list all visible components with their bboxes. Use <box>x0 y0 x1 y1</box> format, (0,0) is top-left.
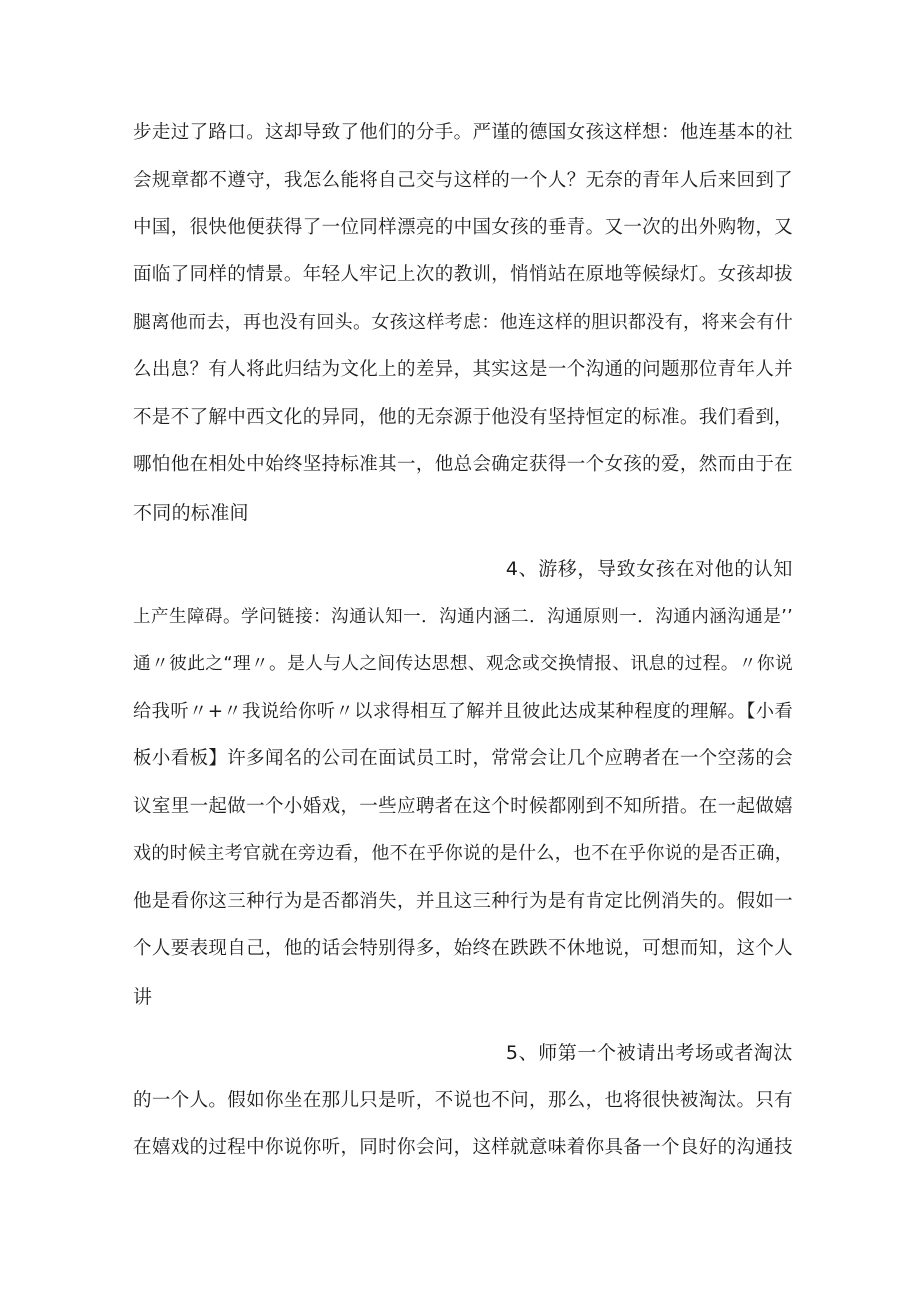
paragraph-line: 会规章都不遵守，我怎么能将自己交与这样的一个人？无奈的青年人后来回到了 <box>133 170 793 191</box>
paragraph-line: 步走过了路口。这却导致了他们的分手。严谨的德国女孩这样想：他连基本的社 <box>133 122 793 143</box>
paragraph-line: 通〃彼此之“理〃。是人与人之间传达思想、观念或交换情报、讯息的过程。〃你说 <box>133 654 793 674</box>
paragraph-line: 不是不了解中西文化的异同，他的无奈源于他没有坚持恒定的标准。我们看到， <box>133 407 793 428</box>
paragraph-line: 戏的时候主考官就在旁边看，他不在乎你说的是什么，也不在乎你说的是否正确， <box>133 843 793 864</box>
paragraph-line: 在嬉戏的过程中你说你听，同时你会问，这样就意味着你具备一个良好的沟通技 <box>133 1137 793 1158</box>
paragraph-line: 的一个人。假如你坐在那儿只是听，不说也不问，那么，也将很快被淘汰。只有 <box>133 1090 793 1111</box>
paragraph-line: 腿离他而去，再也没有回头。女孩这样考虑：他连这样的胆识都没有，将来会有什 <box>133 312 793 333</box>
paragraph-line: 上产生障碍。学问链接：沟通认知一．沟通内涵二．沟通原则一．沟通内涵沟通是’’ <box>133 607 793 627</box>
paragraph-line: 讲 <box>133 986 153 1008</box>
paragraph-line: 板小看板】许多闻名的公司在面试员工时，常常会让几个应聘者在一个空荡的会 <box>133 748 793 769</box>
section-5-heading: 5、师第一个被请出考场或者淘汰 <box>505 1042 793 1064</box>
paragraph-line: 不同的标准间 <box>133 502 249 524</box>
paragraph-line: 他是看你这三种行为是否都消失，并且这三种行为是有肯定比例消失的。假如一 <box>133 891 793 912</box>
paragraph-line: 哪怕他在相处中始终坚持标准其一，他总会确定获得一个女孩的爱，然而由于在 <box>133 454 793 475</box>
paragraph-line: 个人要表现自己，他的话会特别得多，始终在跌跌不休地说，可想而知，这个人 <box>133 938 793 959</box>
paragraph-line: 么出息？有人将此归结为文化上的差异，其实这是一个沟通的问题那位青年人并 <box>133 359 793 380</box>
paragraph-line: 给我听〃+〃我说给你听〃以求得相互了解并且彼此达成某种程度的理解。【小看 <box>133 701 793 722</box>
paragraph-line: 中国，很快他便获得了一位同样漂亮的中国女孩的垂青。又一次的出外购物，又 <box>133 217 793 238</box>
paragraph-line: 议室里一起做一个小婚戏，一些应聘者在这个时候都刚到不知所措。在一起做嬉 <box>133 796 793 817</box>
paragraph-line: 面临了同样的情景。年轻人牢记上次的教训，悄悄站在原地等候绿灯。女孩却拔 <box>133 264 793 285</box>
section-4-heading: 4、游移，导致女孩在对他的认知 <box>505 558 793 580</box>
